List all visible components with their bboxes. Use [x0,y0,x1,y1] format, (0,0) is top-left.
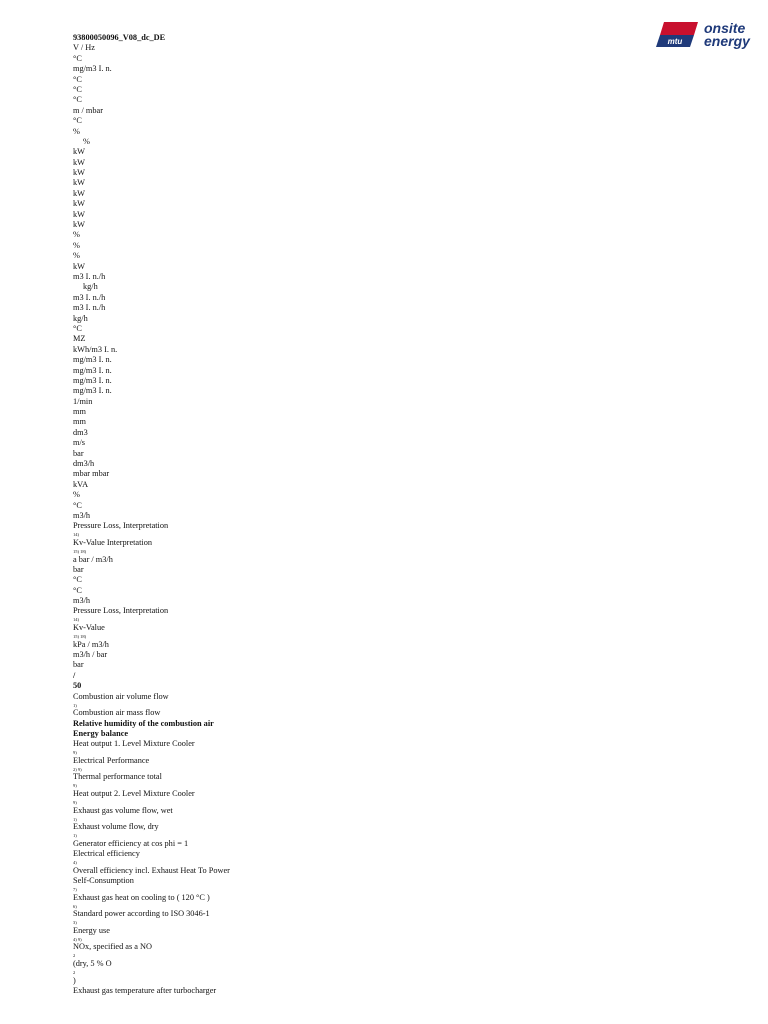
document-line: kW [73,178,85,188]
document-line: kW [73,188,85,198]
document-line: °C [73,116,82,126]
document-line: % [83,136,90,146]
footnote-marker: 9) [73,783,77,789]
document-line: 1/min [73,396,93,406]
document-line: °C [73,95,82,105]
document-line: Exhaust gas temperature after turbocharger [73,986,217,996]
document-line: Exhaust gas heat on cooling to ( 120 °C ) [73,892,210,902]
footnote-marker: 3) [73,920,77,926]
footnote-marker: 14) [73,532,79,538]
document-line: Energy use [73,925,110,935]
document-line: mm [73,417,86,427]
document-line: Exhaust gas volume flow, wet [73,805,173,815]
document-line: m3/h [73,510,91,520]
document-line: kPa / m3/h [73,639,109,649]
document-line: m3/h [73,596,91,606]
document-line: Kv-Value Interpretation [73,537,153,547]
footnote-marker: 1) [73,702,77,708]
document-line: °C [73,84,82,94]
document-line: bar [73,448,84,458]
footnote-marker: 14) [73,617,79,623]
document-line: % [73,126,80,136]
mtu-onsite-energy-logo [656,20,768,50]
footnote-marker: 1) [73,833,77,839]
document-line: mg/m3 I. n. [73,375,112,385]
document-line: m3 I. n./h [73,292,106,302]
document-line: dm3 [73,427,88,437]
logo-wordmark-energy: energy [704,33,750,49]
document-line: bar [73,660,84,670]
document-line: m / mbar [73,105,103,115]
document-line: mg/m3 I. n. [73,355,112,365]
footnote-marker: 7) [73,887,77,893]
document-line: Combustion air volume flow [73,691,169,701]
document-line: % [73,490,80,500]
document-line: kW [73,147,85,157]
footnote-marker: 9) [73,750,77,756]
document-line: m3 I. n./h [73,303,106,313]
document-line: kW [73,209,85,219]
document-line: kW [73,168,85,178]
document-line: °C [73,53,82,63]
footnote-marker: 2) 9) [73,766,82,772]
document-line: Combustion air mass flow [73,708,161,718]
document-line: V / Hz [73,43,95,53]
document-line: °C [73,575,82,585]
document-line: Electrical Performance [73,755,150,765]
document-line: Thermal performance total [73,772,162,782]
document-line: mg/m3 I. n. [73,386,112,396]
document-line: Electrical efficiency [73,849,140,859]
document-line: NOx, specified as a NO [73,942,153,952]
footnote-marker: 1) [73,816,77,822]
document-line: m/s [73,438,85,448]
document-line: Pressure Loss, Interpretation [73,606,169,616]
document-line: mm [73,407,86,417]
document-line: kg/h [73,313,88,323]
document-line: % [73,240,80,250]
logo-badge-red-shape [660,22,698,35]
document-line: % [73,251,80,261]
document-line: mbar mbar [73,469,110,479]
document-line: Exhaust volume flow, dry [73,822,159,832]
document-line: kW [73,157,85,167]
document-line: kWh/m3 I. n. [73,344,118,354]
document-line: (dry, 5 % O [73,959,112,969]
document-text-column [73,33,230,996]
document-line: Relative humidity of the combustion air [73,718,214,728]
footnote-marker: 6) [73,903,77,909]
document-line: Self-Consumption [73,876,134,886]
document-line: kVA [73,479,89,489]
document-line: Kv-Value [73,623,105,633]
footnote-marker: 4) [73,860,77,866]
footnote-marker: 15) 18) [73,634,87,640]
document-line: Generator efficiency at cos phi = 1 [73,838,189,848]
document-line: mg/m3 I. n. [73,365,112,375]
document-line: °C [73,500,82,510]
footnote-marker: 9) [73,800,77,806]
document-line: Overall efficiency incl. Exhaust Heat To Power [73,865,230,875]
footnote-marker: 15) 18) [73,548,87,554]
document-line: °C [73,74,82,84]
document-code: 93800050096_V08_dc_DE [73,33,166,42]
document-line: ) [73,975,76,985]
document-line: m3 I. n./h [73,271,106,281]
document-line: Standard power according to ISO 3046-1 [73,909,210,919]
document-line: dm3/h [73,459,95,469]
document-line: °C [73,585,82,595]
document-line: Pressure Loss, Interpretation [73,521,169,531]
document-line: kW [73,220,85,230]
document-line: bar [73,564,84,574]
footnote-marker: 4) 9) [73,936,82,942]
document-line: kg/h [83,282,98,292]
logo-badge-text: mtu [667,37,683,46]
document-line: mg/m3 I. n. [73,64,112,74]
footnote-marker: 2 [73,953,76,959]
document-line: % [73,230,80,240]
document-line: Energy balance [73,728,129,738]
logo-wordmark-onsite: onsite [704,20,746,36]
document-line: 50 [73,681,82,691]
document-line: m3/h / bar [73,650,108,660]
document-line: Heat output 2. Level Mixture Cooler [73,789,195,799]
document-line: / [73,670,76,680]
footnote-marker: 2 [73,970,76,976]
document-line: kW [73,199,85,209]
document-line: a bar / m3/h [73,554,113,564]
document-line: kW [73,261,85,271]
document-line: MZ [73,334,86,344]
document-line: °C [73,323,82,333]
document-line: Heat output 1. Level Mixture Cooler [73,739,195,749]
